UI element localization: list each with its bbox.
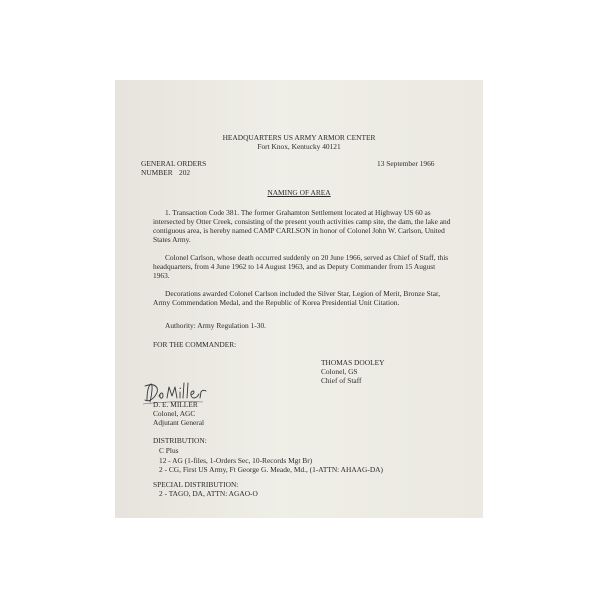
- order-date: 13 September 1966: [377, 159, 435, 168]
- distribution-item: C Plus: [159, 446, 179, 455]
- paragraph-3: Decorations awarded Colonel Carlson included the Silver Star, Legion of Merit, Bronze Star, Army Commendation Medal, and the Republic of Korea Presidential Unit Citation.: [153, 289, 441, 308]
- paragraph-2: Colonel Carlson, whose death occurred suddenly on 20 June 1966, served as Chief of Staff, this headquarters, from 4 June 1962 to 14 August 1963, and as Deputy Commander from 15 August 1963.: [153, 253, 449, 281]
- commander-rank: Colonel, GS: [321, 367, 358, 376]
- commander-name: THOMAS DOOLEY: [321, 358, 385, 367]
- distribution-item: 12 - AG (1-files, 1-Orders Sec, 10-Records Mgt Br): [159, 456, 313, 465]
- paragraph-1: 1. Transaction Code 381. The former Grahamton Settlement located at Highway US 60 as intersected by Otter Creek, consisting of the present youth activities camp site, the dam, the lake and contiguous area, is hereby named CAMP CARLSON in honor of Colonel John W. Carlson, United States Army.: [153, 208, 451, 245]
- general-orders-label: GENERAL ORDERS: [141, 159, 207, 168]
- special-distribution-item: 2 - TAGO, DA, ATTN: AGAO-O: [159, 489, 258, 498]
- distribution-heading: DISTRIBUTION:: [153, 436, 207, 445]
- header-line-1: HEADQUARTERS US ARMY ARMOR CENTER: [222, 133, 376, 142]
- commander-title: Chief of Staff: [321, 376, 362, 385]
- number-label: NUMBER: [141, 168, 173, 177]
- document-title: NAMING OF AREA: [267, 188, 331, 197]
- order-number: 202: [179, 168, 191, 177]
- special-distribution-heading: SPECIAL DISTRIBUTION:: [153, 480, 239, 489]
- adjutant-title: Adjutant General: [153, 418, 205, 427]
- for-the-commander: FOR THE COMMANDER:: [153, 340, 237, 349]
- adjutant-rank: Colonel, AGC: [153, 409, 196, 418]
- header-line-2: Fort Knox, Kentucky 40121: [257, 142, 341, 151]
- document-page: [115, 80, 483, 518]
- adjutant-name: D. E. MILLER: [153, 400, 198, 409]
- distribution-item: 2 - CG, First US Army, Ft George G. Meade, Md., (1-ATTN: AHAAG-DA): [159, 465, 383, 474]
- authority-line: Authority: Army Regulation 1-30.: [165, 321, 266, 330]
